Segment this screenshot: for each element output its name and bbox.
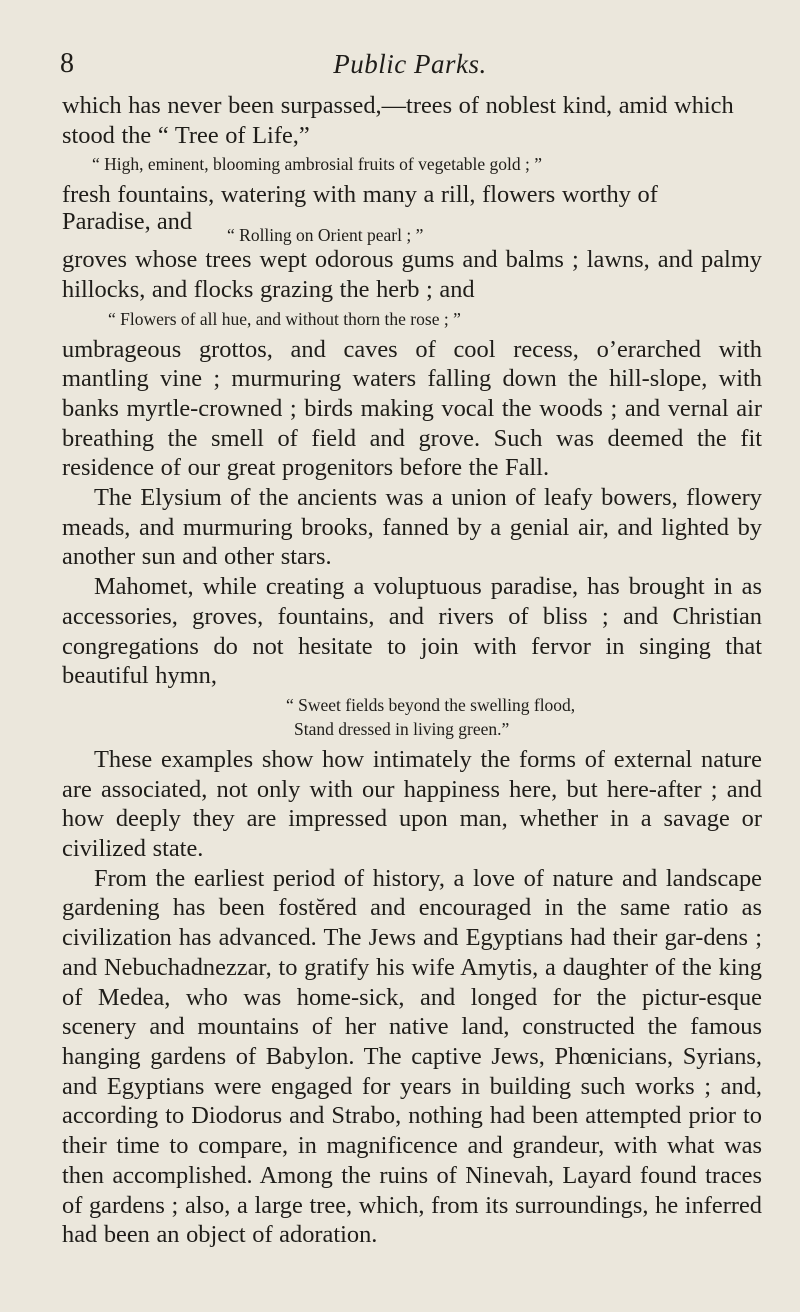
paragraph: umbrageous grottos, and caves of cool recess, o’erarched with mantling vine ; murmuring waters falling down the hill-slope, with banks myrtle-crowned ; birds making vocal the woods ; and vernal air breathing the smell of field and grove. Such was deemed the fit residence of our great progenitors before the Fall. <box>62 335 762 482</box>
verse-quote-row <box>62 208 762 246</box>
verse-line: “ Sweet fields beyond the swelling flood, <box>286 694 576 715</box>
verse-quote: “ Flowers of all hue, and without thorn the rose ; ” <box>108 308 461 329</box>
paragraph: The Elysium of the ancients was a union of leafy bowers, flowery meads, and murmuring brooks, fanned by a genial air, and lighted by another sun and other stars. <box>62 484 762 571</box>
paragraph: fresh fountains, watering with many a rill, flowers worthy of <box>62 181 658 209</box>
verse-quote: “ High, eminent, blooming ambrosial fruits of vegetable gold ; ” <box>92 154 543 175</box>
running-title: Public Parks. <box>333 49 487 79</box>
paragraph-fragment: Paradise, and <box>62 208 193 236</box>
paragraph: groves whose trees wept odorous gums and balms ; lawns, and palmy hillocks, and flocks grazing the herb ; and <box>62 246 762 303</box>
paragraph: Mahomet, while creating a voluptuous paradise, has brought in as accessories, groves, fountains, and rivers of bliss ; and Christian congregations do not hesitate to join with fervor in singing that beautiful hymn, <box>62 573 762 690</box>
page-header <box>60 46 760 82</box>
paragraph: which has never been surpassed,—trees of noblest kind, amid which stood the “ Tree of Life,” <box>62 92 734 149</box>
paragraph: From the earliest period of history, a love of nature and landscape gardening has been fostĕred and encouraged in the same ratio as civilization has advanced. The Jews and Egyptians had their gar-dens ; and Nebuchadnezzar, to gratify his wife Amytis, a daughter of the king of Medea, who was home-sick, and longed for the pictur-esque scenery and mountains of her native land, constructed the famous hanging gardens of Babylon. The captive Jews, Phœnicians, Syrians, and Egyptians were engaged for years in building such works ; and, according to Diodorus and Strabo, nothing had been attempted prior to their time to compare, in magnificence and grandeur, with what was then accomplished. Among the ruins of Ninevah, Layard found traces of gardens ; also, a large tree, which, from its surroundings, he inferred had been an object of adoration. <box>62 864 762 1249</box>
verse-line: Stand dressed in living green.” <box>294 718 510 739</box>
verse-quote <box>62 693 762 741</box>
verse-quote: “ Rolling on Orient pearl ; ” <box>227 225 424 246</box>
page-number: 8 <box>60 48 74 79</box>
paragraph: These examples show how intimately the forms of external nature are associated, not only with our happiness here, but here-after ; and how deeply they are impressed upon man, whether in a savage or civilized state. <box>62 745 762 863</box>
body-text <box>62 91 762 1250</box>
